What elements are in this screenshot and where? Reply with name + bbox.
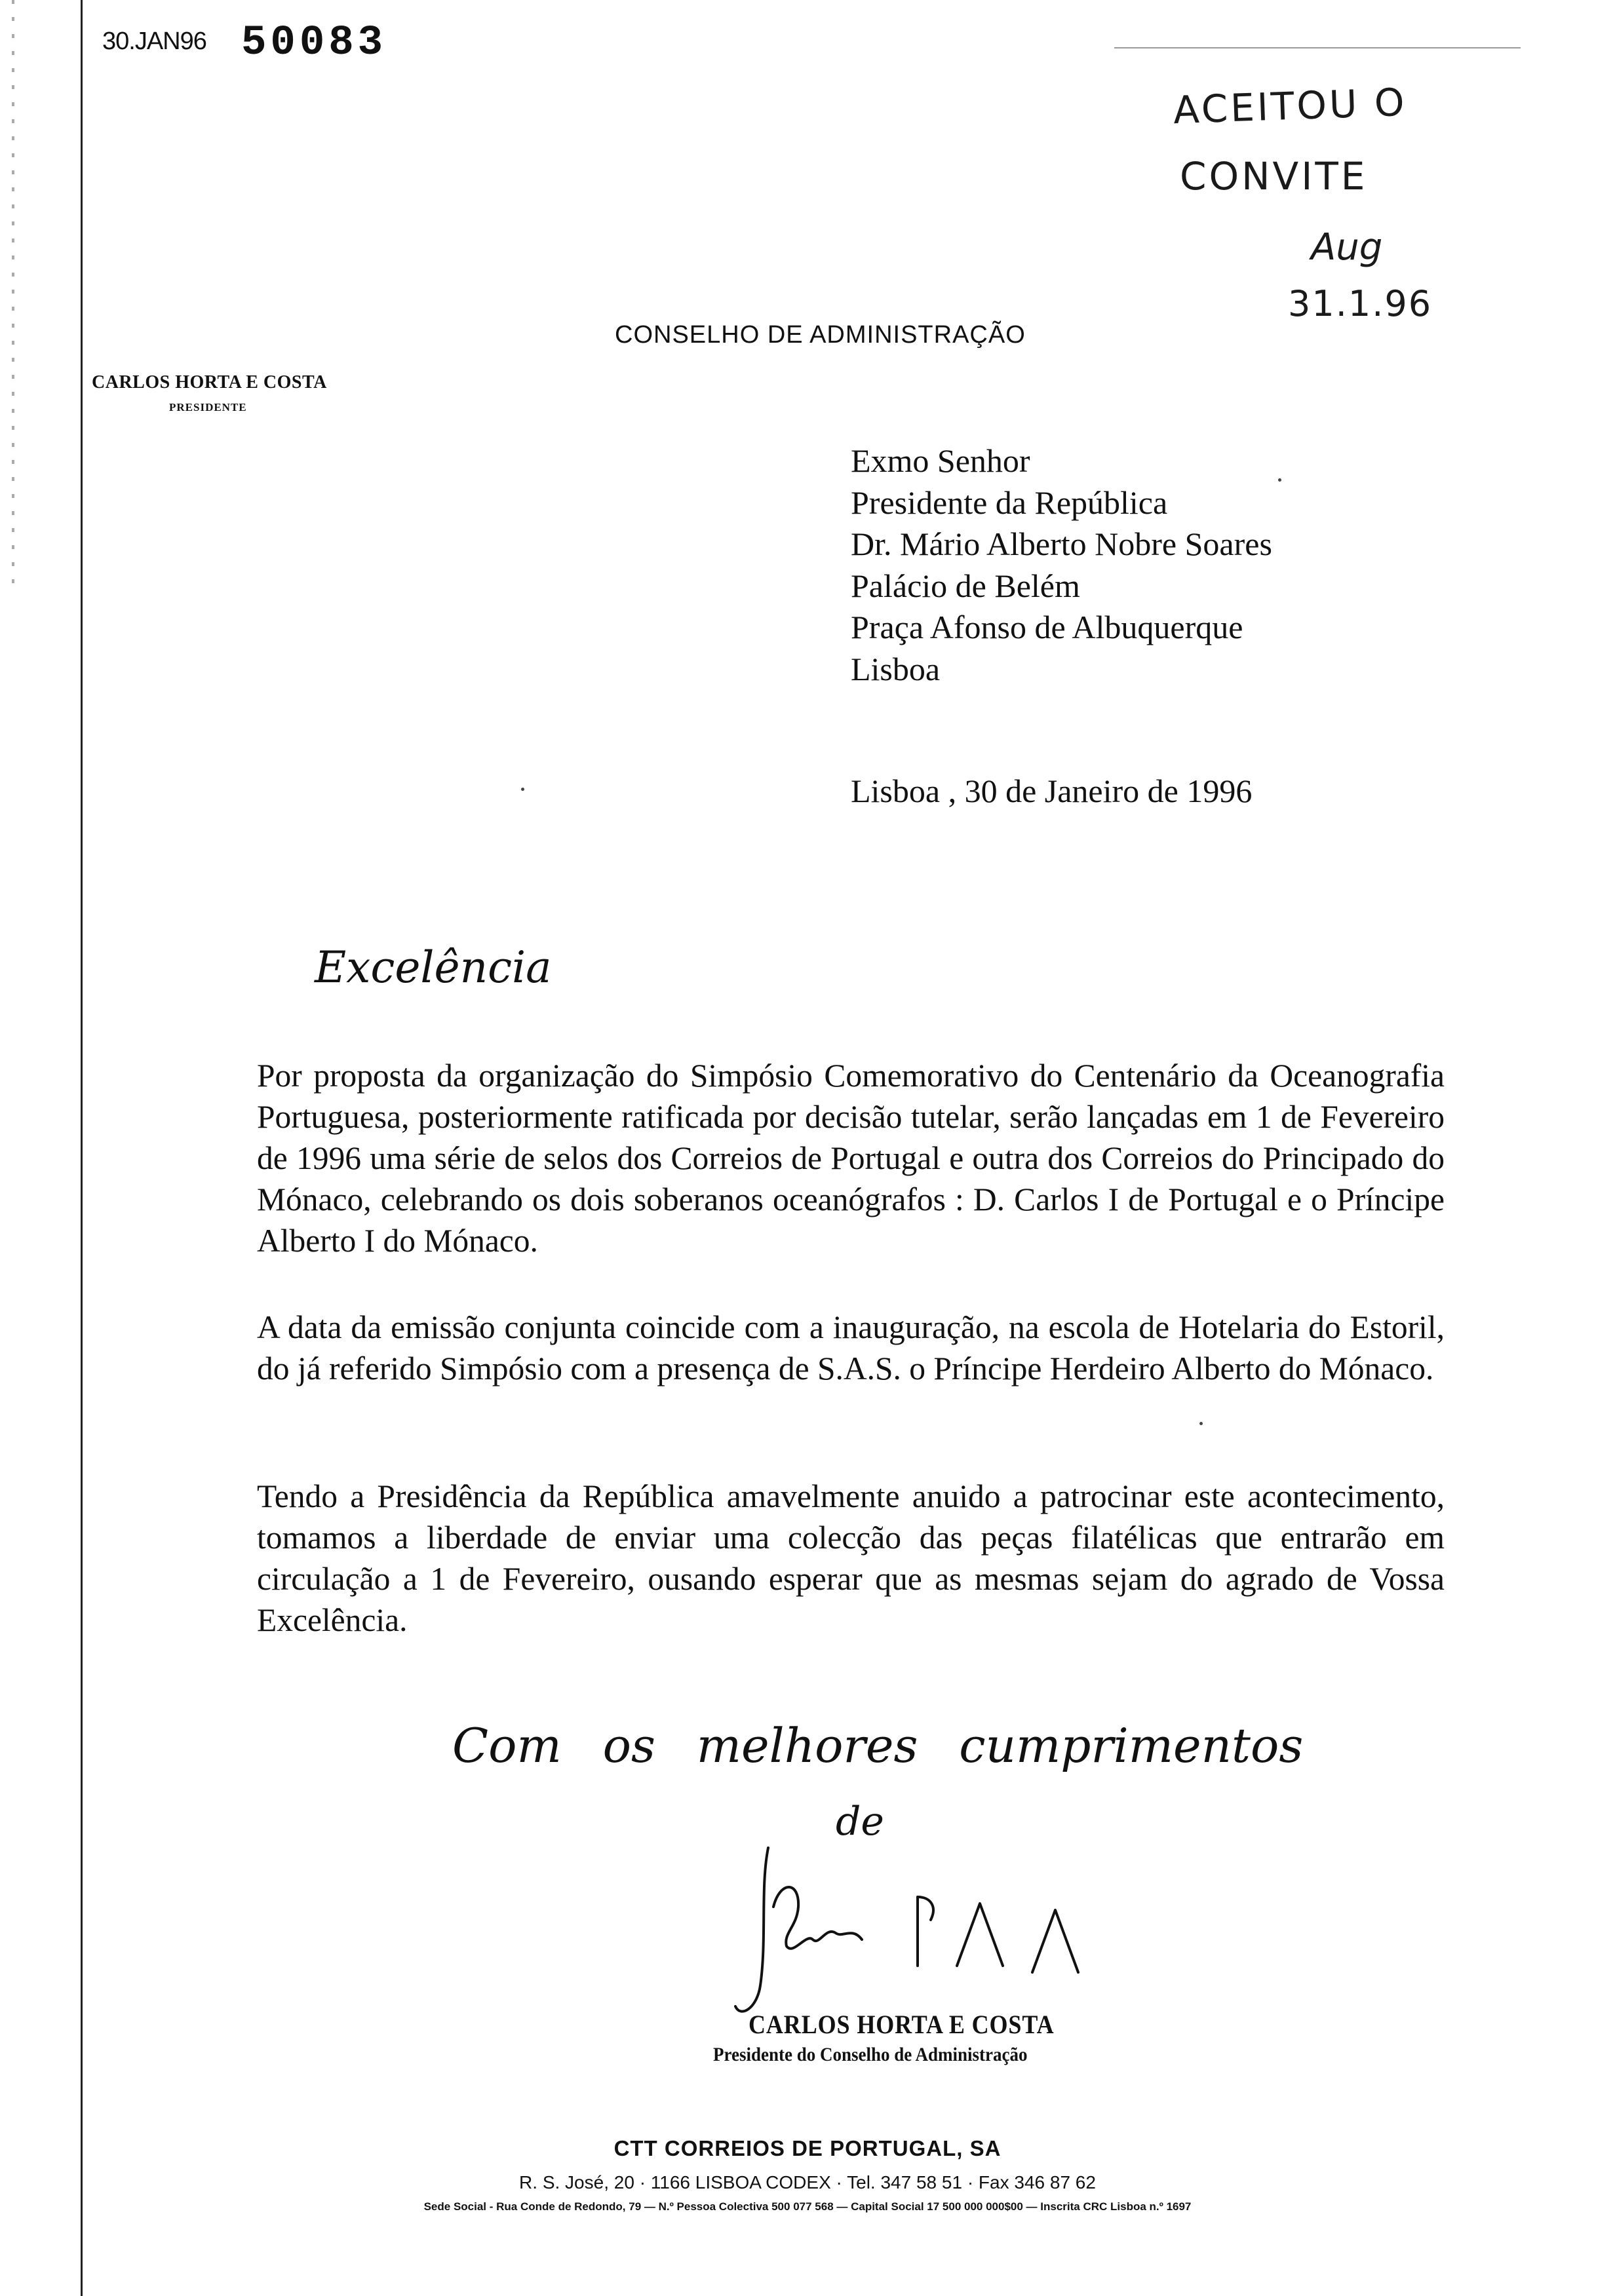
sender-title: PRESIDENTE — [169, 401, 247, 413]
addressee-line: Lisboa — [851, 650, 941, 687]
body-paragraph-2: A data da emissão conjunta coincide com a inauguração, na escola de Hotelaria do Estoril, do já referido Simpósio com a presença de S.A.S. o Príncipe Herdeiro Alberto do Mónaco. — [257, 1309, 1445, 1387]
handwritten-closing-de: de — [836, 1799, 884, 1845]
top-right-rule — [1114, 47, 1521, 48]
handwritten-initials: Aug — [1311, 226, 1383, 269]
scan-speck — [521, 788, 524, 791]
body-paragraph-1: Por proposta da organização do Simpósio Comemorativo do Centenário da Oceanografia Portuguesa, posteriormente ratificada por decisão tutelar, serão lançadas em 1 de Fevereiro de 1996 uma série de selos dos Correios de Portugal e outra dos Correios do Principado do Mónaco, celebrando os dois soberanos oceanógrafos : D. Carlos I de Portugal e o Príncipe Alberto I do Mónaco. — [257, 1058, 1445, 1259]
department-heading: CONSELHO DE ADMINISTRAÇÃO — [615, 321, 1026, 349]
registry-number-stamp: 50083 — [241, 20, 387, 67]
body-paragraph-3: Tendo a Presidência da República amavelmente anuido a patrocinar este acontecimento, tomamos a liberdade de enviar uma colecção das peças filatélicas que entrarão em circulação a 1 de Fevereiro, ousando esperar que as mesmas sejam do agrado de Vossa Excelência. — [257, 1478, 1445, 1638]
footer-company-name: CTT CORREIOS DE PORTUGAL, SA — [613, 2136, 1002, 2160]
handwritten-date: 31.1.96 — [1288, 283, 1433, 324]
addressee-line: Exmo Senhor — [851, 442, 1030, 479]
received-date-stamp: 30.JAN96 — [102, 28, 206, 55]
handwritten-closing: Com os melhores cumprimentos — [452, 1718, 1304, 1773]
scan-speck — [1278, 478, 1281, 482]
scan-speck — [1199, 1422, 1203, 1425]
addressee-line: Dr. Mário Alberto Nobre Soares — [851, 526, 1272, 562]
letter-date: Lisboa , 30 de Janeiro de 1996 — [851, 773, 1253, 809]
addressee-line: Presidente da República — [851, 484, 1168, 521]
addressee-block — [851, 440, 1272, 690]
handwritten-signature — [721, 1835, 1088, 2031]
handwritten-note-line-2: CONVITE — [1180, 154, 1368, 199]
scan-edge-marks — [12, 0, 14, 590]
salutation: Excelência — [315, 942, 552, 993]
sender-name: CARLOS HORTA E COSTA — [92, 372, 327, 392]
footer-address: R. S. José, 20 · 1166 LISBOA CODEX · Tel. 347 58 51 · Fax 346 87 62 — [519, 2172, 1096, 2192]
signatory-title: Presidente do Conselho de Administração — [713, 2044, 1028, 2065]
footer-legal-info: Sede Social - Rua Conde de Redondo, 79 — N.º Pessoa Colectiva 500 077 568 — Capital Social 17 500 000 000$00 — Inscrita CRC Lisboa n.º 1697 — [423, 2200, 1192, 2213]
signatory-name: CARLOS HORTA E COSTA — [749, 2010, 1055, 2039]
left-margin-line — [81, 0, 83, 2296]
addressee-line: Palácio de Belém — [851, 567, 1080, 604]
addressee-line: Praça Afonso de Albuquerque — [851, 609, 1243, 645]
handwritten-note-line-1: ACEITOU O — [1172, 79, 1408, 133]
